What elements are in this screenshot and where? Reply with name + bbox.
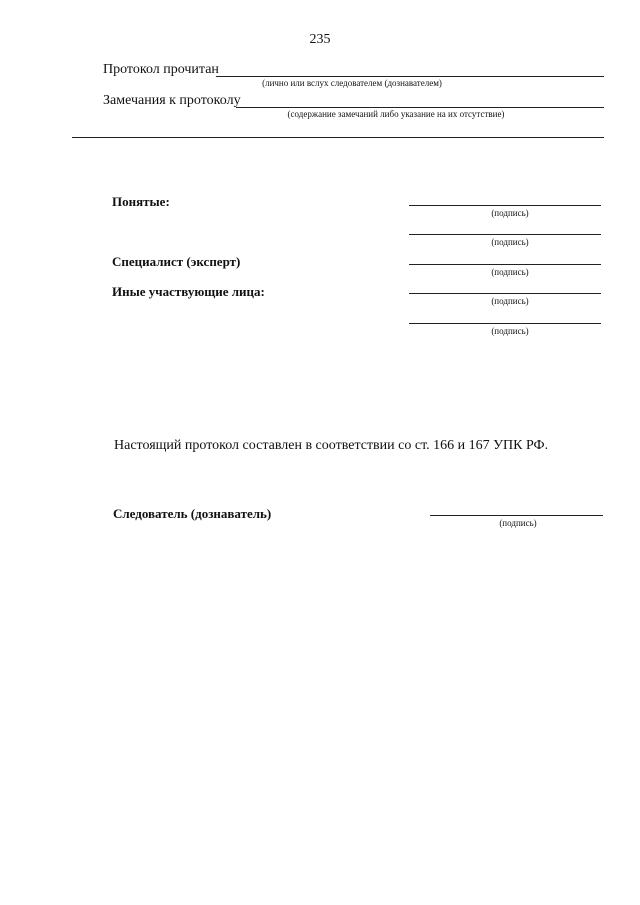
other-1-signature-line	[409, 293, 601, 294]
witnesses-label: Понятые:	[112, 194, 170, 209]
blank-line	[72, 137, 604, 138]
protocol-read-line	[216, 76, 604, 77]
witness-2-signature-line	[409, 234, 601, 235]
specialist-signature-hint: (подпись)	[491, 267, 529, 277]
remarks-hint: (содержание замечаний либо указание на их отсутствие)	[287, 109, 505, 119]
other-2-signature-hint: (подпись)	[491, 326, 529, 336]
protocol-statement: Настоящий протокол составлен в соответствии со ст. 166 и 167 УПК РФ.	[114, 438, 549, 453]
page-number: 235	[309, 32, 331, 47]
remarks-line	[236, 107, 604, 108]
witness-1-signature-hint: (подпись)	[491, 208, 529, 218]
other-1-signature-hint: (подпись)	[491, 296, 529, 306]
remarks-label: Замечания к протоколу	[103, 93, 241, 108]
investigator-signature-hint: (подпись)	[499, 518, 537, 528]
other-2-signature-line	[409, 323, 601, 324]
specialist-label: Специалист (эксперт)	[112, 254, 241, 269]
other-participants-label: Иные участвующие лица:	[112, 284, 265, 299]
investigator-label: Следователь (дознаватель)	[113, 506, 272, 521]
witness-2-signature-hint: (подпись)	[491, 237, 529, 247]
witness-1-signature-line	[409, 205, 601, 206]
protocol-read-hint: (лично или вслух следователем (дознавателем)	[262, 78, 442, 88]
investigator-signature-line	[430, 515, 603, 516]
protocol-read-label: Протокол прочитан	[103, 62, 219, 77]
specialist-signature-line	[409, 264, 601, 265]
